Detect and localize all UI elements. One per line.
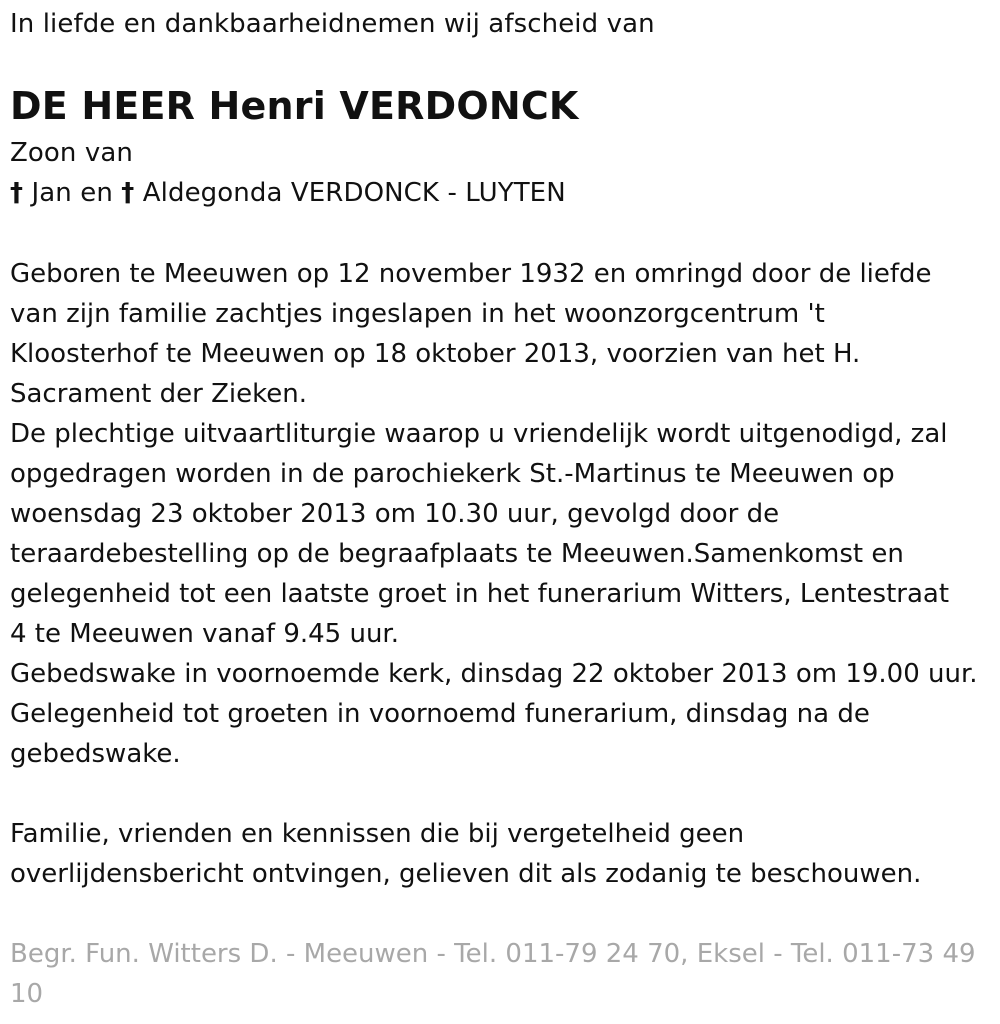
announcement-line: opgedragen worden in de parochiekerk St.-Martinus te Meeuwen op bbox=[10, 459, 895, 489]
intro-text: In liefde en dankbaarheidnemen wij afscheid van bbox=[10, 9, 655, 39]
parents-line bbox=[10, 173, 566, 213]
deceased-name: DE HEER Henri VERDONCK bbox=[10, 84, 579, 128]
announcement-line: gelegenheid tot een laatste groet in het funerarium Witters, Lentestraat bbox=[10, 579, 950, 609]
footer-line: Begr. Fun. Witters D. - Meeuwen - Tel. 011-79 24 70, Eksel - Tel. 011-73 49 bbox=[10, 939, 976, 969]
announcement-line: 4 te Meeuwen vanaf 9.45 uur. bbox=[10, 619, 399, 649]
announcement-line: De plechtige uitvaartliturgie waarop u vriendelijk wordt uitgenodigd, zal bbox=[10, 419, 948, 449]
announcement-line: van zijn familie zachtjes ingeslapen in het woonzorgcentrum 't bbox=[10, 299, 825, 329]
footer-line: 10 bbox=[10, 979, 44, 1009]
notice-text bbox=[10, 814, 921, 894]
announcement-line: woensdag 23 oktober 2013 om 10.30 uur, gevolgd door de bbox=[10, 499, 780, 529]
announcement-line: teraardebestelling op de begraafplaats te Meeuwen.Samenkomst en bbox=[10, 539, 904, 569]
announcement-line: Gelegenheid tot groeten in voornoemd funerarium, dinsdag na de bbox=[10, 699, 870, 729]
announcement-line: gebedswake. bbox=[10, 739, 181, 769]
announcement-line: Sacrament der Zieken. bbox=[10, 379, 307, 409]
announcement-line: Geboren te Meeuwen op 12 november 1932 en omringd door de liefde bbox=[10, 259, 932, 289]
cross-icon: † bbox=[121, 178, 135, 208]
parentage-label: Zoon van bbox=[10, 138, 133, 168]
mother-name: Aldegonda VERDONCK - LUYTEN bbox=[142, 178, 566, 208]
announcement-line: Gebedswake in voornoemde kerk, dinsdag 22 oktober 2013 om 19.00 uur. bbox=[10, 659, 978, 689]
notice-line: Familie, vrienden en kennissen die bij vergetelheid geen bbox=[10, 819, 745, 849]
funeral-home-footer bbox=[10, 934, 976, 1014]
notice-line: overlijdensbericht ontvingen, gelieven dit als zodanig te beschouwen. bbox=[10, 859, 922, 889]
father-name: Jan en bbox=[31, 178, 113, 208]
cross-icon: † bbox=[10, 178, 24, 208]
announcement-text bbox=[10, 254, 978, 774]
announcement-line: Kloosterhof te Meeuwen op 18 oktober 2013, voorzien van het H. bbox=[10, 339, 861, 369]
